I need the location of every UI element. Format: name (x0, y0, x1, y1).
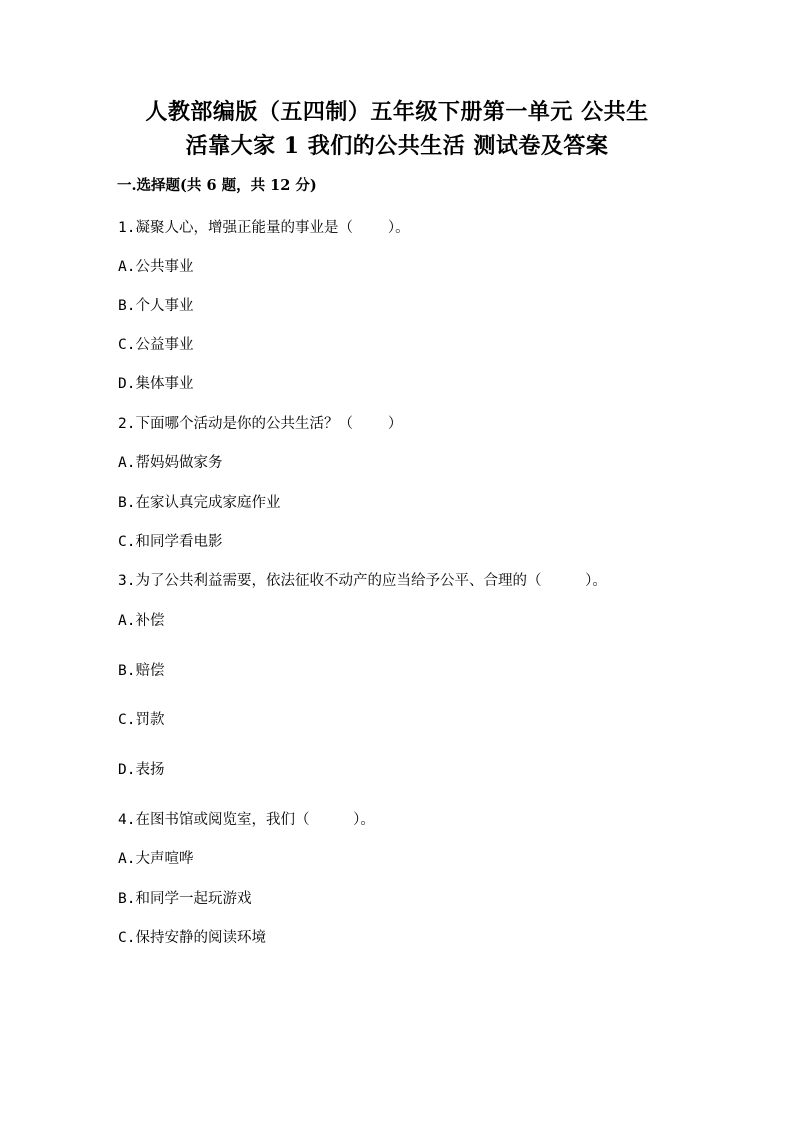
question-4-option-b: B.和同学一起玩游戏 (118, 891, 252, 907)
question-3-option-c: C.罚款 (118, 712, 165, 728)
question-2-option-c: C.和同学看电影 (118, 534, 223, 550)
question-1-option-a: A.公共事业 (118, 259, 194, 275)
question-1-option-b: B.个人事业 (118, 298, 194, 314)
section-header: 一.选择题(共 6 题，共 12 分) (117, 177, 317, 194)
question-3-option-b: B.赔偿 (118, 663, 165, 679)
question-4-stem: 4.在图书馆或阅览室，我们（ ）。 (118, 812, 375, 828)
question-2-option-b: B.在家认真完成家庭作业 (118, 495, 281, 511)
question-4-option-c: C.保持安静的阅读环境 (118, 930, 266, 946)
question-4-option-a: A.大声喧哗 (118, 851, 194, 867)
question-2-stem: 2.下面哪个活动是你的公共生活？（ ） (118, 416, 403, 432)
document-title-line-2: 活靠大家 1 我们的公共生活 测试卷及答案 (185, 133, 609, 159)
question-3-option-d: D.表扬 (118, 762, 165, 778)
question-1-stem: 1.凝聚人心，增强正能量的事业是（ ）。 (118, 220, 410, 236)
question-3-stem: 3.为了公共利益需要，依法征收不动产的应当给予公平、合理的（ ）。 (118, 573, 607, 589)
question-1-option-c: C.公益事业 (118, 337, 194, 353)
question-1-option-d: D.集体事业 (118, 376, 194, 392)
question-3-option-a: A.补偿 (118, 613, 165, 629)
question-2-option-a: A.帮妈妈做家务 (118, 455, 223, 471)
document-title-line-1: 人教部编版（五四制）五年级下册第一单元 公共生 (145, 99, 649, 125)
